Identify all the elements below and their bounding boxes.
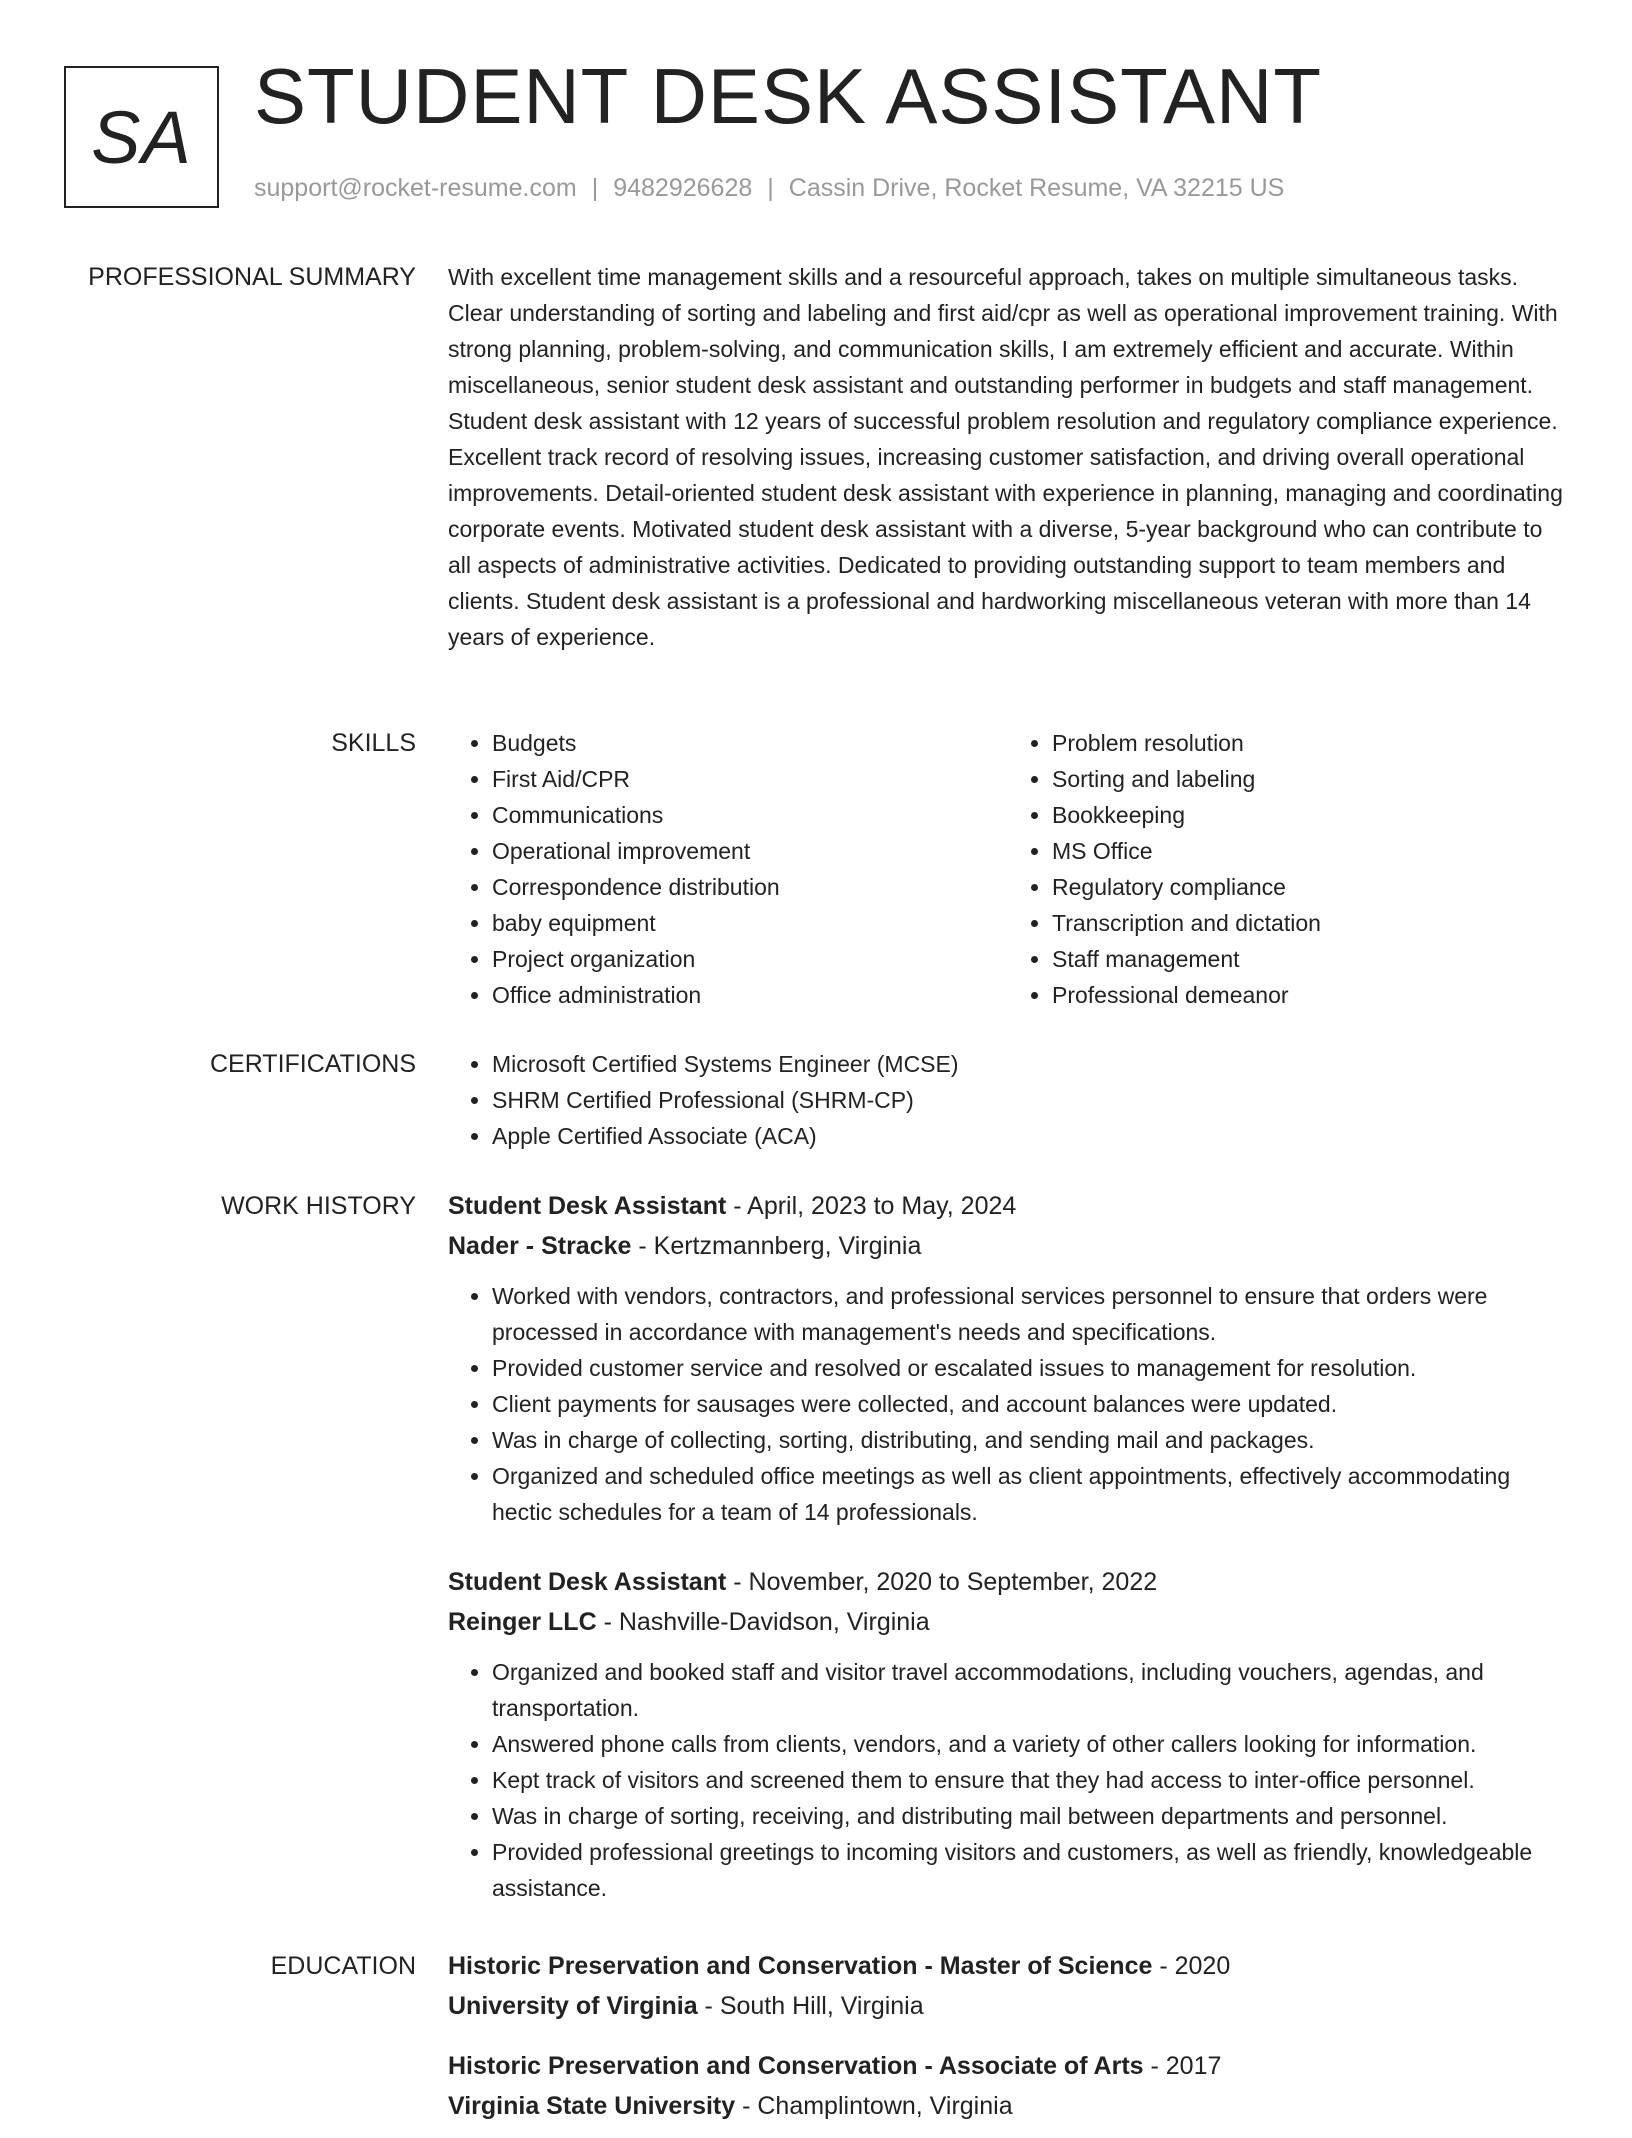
job-bullet: • Provided customer service and resolved or escalated issues to management for resolution. bbox=[492, 1350, 1568, 1386]
certification-item: • Apple Certified Associate (ACA) bbox=[492, 1118, 1568, 1154]
skill-item: • Budgets bbox=[492, 725, 1008, 761]
job-bullet: • Was in charge of collecting, sorting, distributing, and sending mail and packages. bbox=[492, 1422, 1568, 1458]
graduation-year: - 2017 bbox=[1143, 2052, 1222, 2080]
job-bullets bbox=[448, 1654, 1568, 1906]
section-label-summary: PROFESSIONAL SUMMARY bbox=[88, 263, 416, 291]
section-label-education: EDUCATION bbox=[270, 1952, 416, 1980]
school-location: - Champlintown, Virginia bbox=[735, 2092, 1013, 2120]
skill-item: • Correspondence distribution bbox=[492, 869, 1008, 905]
phone-number[interactable]: 9482926628 bbox=[613, 174, 753, 202]
job-bullet: • Answered phone calls from clients, vendors, and a variety of other callers looking for information. bbox=[492, 1726, 1568, 1762]
education-entry bbox=[448, 1946, 1568, 2026]
summary-text: With excellent time management skills and a resourceful approach, takes on multiple simultaneous tasks. Clear understanding of sorting and labeling and first aid/cpr as well as operational improvement training. With strong planning, problem-solving, and communication skills, I am extremely efficient and accurate. Within miscellaneous, senior student desk assistant and outstanding performer in budgets and staff management. Student desk assistant with 12 years of successful problem resolution and regulatory compliance experience. Excellent track record of resolving issues, increasing customer satisfaction, and driving overall operational improvements. Detail-oriented student desk assistant with experience in planning, managing and coordinating corporate events. Motivated student desk assistant with a diverse, 5-year background who can contribute to all aspects of administrative activities. Dedicated to providing outstanding support to team members and clients. Student desk assistant is a professional and hardworking miscellaneous veteran with more than 14 years of experience. bbox=[448, 264, 1563, 650]
job-title: Student Desk Assistant bbox=[448, 1192, 727, 1220]
job-bullet: • Worked with vendors, contractors, and professional services personnel to ensure that orders were processed in accordance with management's needs and specifications. bbox=[492, 1278, 1568, 1350]
skill-item: • MS Office bbox=[1052, 833, 1568, 869]
skill-item: • Communications bbox=[492, 797, 1008, 833]
skill-item: • Office administration bbox=[492, 977, 1008, 1013]
job-title-line bbox=[448, 1562, 1568, 1602]
job-entry bbox=[448, 1562, 1568, 1906]
job-location: - Kertzmannberg, Virginia bbox=[631, 1232, 922, 1260]
school-line bbox=[448, 2086, 1568, 2126]
graduation-year: - 2020 bbox=[1152, 1952, 1231, 1980]
contact-line bbox=[254, 174, 1284, 203]
certifications-body bbox=[448, 1046, 1568, 1154]
summary-body bbox=[448, 259, 1568, 655]
degree: Historic Preservation and Conservation - Associate of Arts bbox=[448, 2052, 1144, 2080]
separator: | bbox=[591, 174, 599, 202]
section-label-work-history: WORK HISTORY bbox=[221, 1192, 416, 1220]
section-label-skills: SKILLS bbox=[331, 729, 416, 757]
page-title: STUDENT DESK ASSISTANT bbox=[254, 52, 1322, 140]
skill-item: • First Aid/CPR bbox=[492, 761, 1008, 797]
job-bullet: • Provided professional greetings to incoming visitors and customers, as well as friendly, knowledgeable assistance. bbox=[492, 1834, 1568, 1906]
job-bullet: • Kept track of visitors and screened them to ensure that they had access to inter-office personnel. bbox=[492, 1762, 1568, 1798]
job-bullet: • Organized and booked staff and visitor travel accommodations, including vouchers, agendas, and transportation. bbox=[492, 1654, 1568, 1726]
job-location: - Nashville-Davidson, Virginia bbox=[596, 1608, 930, 1636]
skill-item: • Staff management bbox=[1052, 941, 1568, 977]
skill-item: • Problem resolution bbox=[1052, 725, 1568, 761]
job-bullet: • Client payments for sausages were collected, and account balances were updated. bbox=[492, 1386, 1568, 1422]
skill-item: • Professional demeanor bbox=[1052, 977, 1568, 1013]
job-bullet: • Organized and scheduled office meetings as well as client appointments, effectively accommodating hectic schedules for a team of 14 professionals. bbox=[492, 1458, 1568, 1530]
skills-list-left bbox=[448, 725, 1008, 1013]
certification-item: • Microsoft Certified Systems Engineer (MCSE) bbox=[492, 1046, 1568, 1082]
email-link[interactable]: support@rocket-resume.com bbox=[254, 174, 577, 202]
school: University of Virginia bbox=[448, 1992, 698, 2020]
job-company-line bbox=[448, 1226, 1568, 1266]
degree: Historic Preservation and Conservation - Master of Science bbox=[448, 1952, 1153, 1980]
separator: | bbox=[767, 174, 774, 202]
job-title-line bbox=[448, 1186, 1568, 1226]
work-history-body bbox=[448, 1186, 1568, 1906]
skills-grid bbox=[448, 725, 1568, 1013]
certifications-list bbox=[448, 1046, 1568, 1154]
skill-item: • Operational improvement bbox=[492, 833, 1008, 869]
school-location: - South Hill, Virginia bbox=[697, 1992, 924, 2020]
skills-body bbox=[448, 725, 1568, 1013]
skill-item: • Project organization bbox=[492, 941, 1008, 977]
job-company: Reinger LLC bbox=[448, 1608, 597, 1636]
job-bullets bbox=[448, 1278, 1568, 1530]
skill-item: • Bookkeeping bbox=[1052, 797, 1568, 833]
job-dates: - November, 2020 to September, 2022 bbox=[726, 1568, 1158, 1596]
job-dates: - April, 2023 to May, 2024 bbox=[726, 1192, 1017, 1220]
education-body bbox=[448, 1946, 1568, 2138]
degree-line bbox=[448, 2046, 1568, 2086]
skill-item: • Transcription and dictation bbox=[1052, 905, 1568, 941]
school-line bbox=[448, 1986, 1568, 2026]
job-company: Nader - Stracke bbox=[448, 1232, 632, 1260]
skill-item: • baby equipment bbox=[492, 905, 1008, 941]
job-entry bbox=[448, 1186, 1568, 1530]
skill-item: • Sorting and labeling bbox=[1052, 761, 1568, 797]
job-company-line bbox=[448, 1602, 1568, 1642]
education-entry bbox=[448, 2046, 1568, 2126]
job-bullet: • Was in charge of sorting, receiving, and distributing mail between departments and personnel. bbox=[492, 1798, 1568, 1834]
job-title: Student Desk Assistant bbox=[448, 1568, 727, 1596]
section-label-certifications: CERTIFICATIONS bbox=[209, 1050, 416, 1078]
certification-item: • SHRM Certified Professional (SHRM-CP) bbox=[492, 1082, 1568, 1118]
skills-list-right bbox=[1008, 725, 1568, 1013]
degree-line bbox=[448, 1946, 1568, 1986]
address: Cassin Drive, Rocket Resume, VA 32215 US bbox=[788, 174, 1285, 202]
school: Virginia State University bbox=[448, 2092, 736, 2120]
skill-item: • Regulatory compliance bbox=[1052, 869, 1568, 905]
monogram: SA bbox=[64, 66, 219, 208]
